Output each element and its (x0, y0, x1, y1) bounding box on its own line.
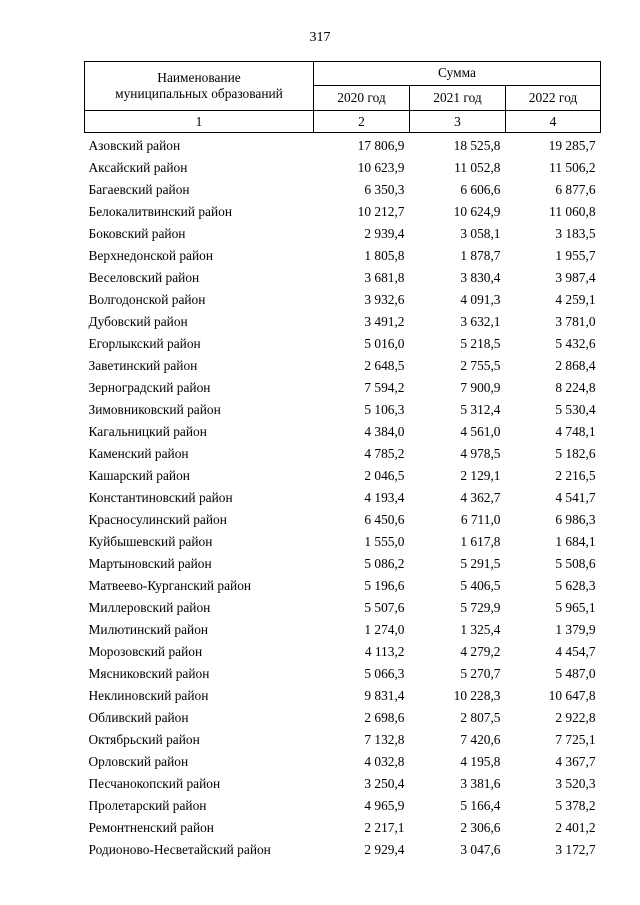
table-row (85, 245, 601, 267)
table-row (85, 465, 601, 487)
value-2022-cell: 11 060,8 (549, 204, 596, 219)
district-name-cell: Морозовский район (88, 644, 203, 659)
value-2021-cell: 3 058,1 (460, 226, 501, 241)
district-name-cell: Кашарский район (88, 468, 190, 483)
value-2020-cell: 10 212,7 (357, 204, 405, 219)
value-2020-cell: 6 350,3 (364, 182, 405, 197)
value-2020-cell: 2 648,5 (364, 358, 405, 373)
value-2021-cell: 10 624,9 (453, 204, 501, 219)
district-name-cell: Пролетарский район (88, 798, 207, 813)
value-2022-cell: 5 378,2 (555, 798, 596, 813)
table-row (85, 289, 601, 311)
value-2021-cell: 4 091,3 (460, 292, 501, 307)
district-name-cell: Дубовский район (88, 314, 188, 329)
value-2022-cell: 5 487,0 (555, 666, 596, 681)
column-header-name-line2: муниципальных образований (115, 86, 283, 101)
value-2020-cell: 1 805,8 (364, 248, 405, 263)
value-2022-cell: 19 285,7 (548, 138, 596, 153)
value-2021-cell: 4 561,0 (460, 424, 501, 439)
column-number-3: 3 (410, 111, 506, 133)
value-2022-cell: 4 541,7 (555, 490, 596, 505)
district-name-cell: Песчанокопский район (88, 776, 221, 791)
table-row (85, 421, 601, 443)
value-2021-cell: 3 047,6 (460, 842, 501, 857)
value-2020-cell: 5 196,6 (364, 578, 405, 593)
value-2022-cell: 4 748,1 (555, 424, 596, 439)
district-name-cell: Обливский район (88, 710, 189, 725)
table-row (85, 443, 601, 465)
value-2020-cell: 4 193,4 (364, 490, 405, 505)
district-name-cell: Заветинский район (88, 358, 198, 373)
value-2022-cell: 4 259,1 (555, 292, 596, 307)
value-2022-cell: 6 986,3 (555, 512, 596, 527)
district-name-cell: Куйбышевский район (88, 534, 213, 549)
column-number-1: 1 (85, 111, 314, 133)
value-2020-cell: 7 594,2 (364, 380, 405, 395)
value-2021-cell: 5 729,9 (460, 600, 501, 615)
table-row (85, 355, 601, 377)
column-header-name (85, 62, 314, 111)
district-name-cell: Мясниковский район (88, 666, 210, 681)
district-name-cell: Егорлыкский район (88, 336, 201, 351)
value-2022-cell: 5 965,1 (555, 600, 596, 615)
table-row (85, 575, 601, 597)
value-2022-cell: 5 432,6 (555, 336, 596, 351)
value-2021-cell: 4 195,8 (460, 754, 501, 769)
district-name-cell: Верхнедонской район (88, 248, 214, 263)
district-name-cell: Константиновский район (88, 490, 233, 505)
value-2020-cell: 9 831,4 (364, 688, 405, 703)
district-name-cell: Белокалитвинский район (88, 204, 233, 219)
value-2021-cell: 18 525,8 (453, 138, 501, 153)
table-row (85, 641, 601, 663)
district-name-cell: Милютинский район (88, 622, 209, 637)
column-header-year-2020: 2020 год (314, 85, 410, 110)
district-name-cell: Багаевский район (88, 182, 190, 197)
value-2022-cell: 5 628,3 (555, 578, 596, 593)
value-2020-cell: 10 623,9 (357, 160, 405, 175)
value-2022-cell: 2 401,2 (555, 820, 596, 835)
value-2022-cell: 3 987,4 (555, 270, 596, 285)
value-2020-cell: 4 032,8 (364, 754, 405, 769)
table-row (85, 773, 601, 795)
column-number-4: 4 (506, 111, 601, 133)
district-name-cell: Каменский район (88, 446, 189, 461)
district-name-cell: Зимовниковский район (88, 402, 221, 417)
value-2020-cell: 2 698,6 (364, 710, 405, 725)
value-2022-cell: 10 647,8 (548, 688, 596, 703)
district-name-cell: Зерноградский район (88, 380, 211, 395)
value-2021-cell: 2 306,6 (460, 820, 501, 835)
value-2022-cell: 1 955,7 (555, 248, 596, 263)
value-2022-cell: 2 216,5 (555, 468, 596, 483)
value-2021-cell: 2 755,5 (460, 358, 501, 373)
value-2022-cell: 2 868,4 (555, 358, 596, 373)
value-2022-cell: 6 877,6 (555, 182, 596, 197)
value-2022-cell: 3 172,7 (555, 842, 596, 857)
district-name-cell: Красносулинский район (88, 512, 227, 527)
table-row (85, 201, 601, 223)
table-row (85, 597, 601, 619)
value-2020-cell: 5 066,3 (364, 666, 405, 681)
value-2022-cell: 2 922,8 (555, 710, 596, 725)
value-2020-cell: 3 491,2 (364, 314, 405, 329)
column-header-year-2022: 2022 год (506, 85, 601, 110)
value-2022-cell: 7 725,1 (555, 732, 596, 747)
value-2021-cell: 3 830,4 (460, 270, 501, 285)
value-2022-cell: 11 506,2 (549, 160, 596, 175)
district-name-cell: Октябрьский район (88, 732, 200, 747)
value-2020-cell: 4 785,2 (364, 446, 405, 461)
value-2020-cell: 1 274,0 (364, 622, 405, 637)
table-row (85, 133, 601, 158)
value-2020-cell: 6 450,6 (364, 512, 405, 527)
table-header (85, 62, 601, 133)
column-header-sum: Сумма (314, 62, 601, 86)
table-row (85, 333, 601, 355)
value-2020-cell: 7 132,8 (364, 732, 405, 747)
value-2021-cell: 5 312,4 (460, 402, 501, 417)
value-2021-cell: 2 807,5 (460, 710, 501, 725)
value-2021-cell: 11 052,8 (454, 160, 501, 175)
district-name-cell: Миллеровский район (88, 600, 211, 615)
value-2020-cell: 4 113,2 (364, 644, 405, 659)
column-header-year-2021: 2021 год (410, 85, 506, 110)
value-2020-cell: 1 555,0 (364, 534, 405, 549)
table-row (85, 707, 601, 729)
district-name-cell: Ремонтненский район (88, 820, 214, 835)
value-2020-cell: 3 681,8 (364, 270, 405, 285)
value-2021-cell: 4 978,5 (460, 446, 501, 461)
district-name-cell: Азовский район (88, 138, 181, 153)
value-2021-cell: 4 279,2 (460, 644, 501, 659)
table-row (85, 157, 601, 179)
value-2022-cell: 1 379,9 (555, 622, 596, 637)
table-body (85, 133, 601, 862)
value-2020-cell: 4 965,9 (364, 798, 405, 813)
value-2022-cell: 8 224,8 (555, 380, 596, 395)
value-2021-cell: 6 606,6 (460, 182, 501, 197)
district-name-cell: Орловский район (88, 754, 189, 769)
value-2022-cell: 5 530,4 (555, 402, 596, 417)
value-2022-cell: 5 182,6 (555, 446, 596, 461)
value-2020-cell: 3 932,6 (364, 292, 405, 307)
value-2022-cell: 3 183,5 (555, 226, 596, 241)
district-name-cell: Мартыновский район (88, 556, 212, 571)
table-row (85, 729, 601, 751)
table-row (85, 817, 601, 839)
value-2020-cell: 5 086,2 (364, 556, 405, 571)
value-2021-cell: 1 878,7 (460, 248, 501, 263)
value-2022-cell: 3 520,3 (555, 776, 596, 791)
budget-table (84, 61, 601, 861)
table-row (85, 553, 601, 575)
value-2021-cell: 3 632,1 (460, 314, 501, 329)
table-row (85, 795, 601, 817)
value-2020-cell: 2 046,5 (364, 468, 405, 483)
district-name-cell: Боковский район (88, 226, 186, 241)
value-2022-cell: 5 508,6 (555, 556, 596, 571)
value-2021-cell: 5 406,5 (460, 578, 501, 593)
table-row (85, 685, 601, 707)
value-2021-cell: 1 617,8 (460, 534, 501, 549)
value-2021-cell: 4 362,7 (460, 490, 501, 505)
value-2021-cell: 5 166,4 (460, 798, 501, 813)
district-name-cell: Матвеево-Курганский район (88, 578, 252, 593)
value-2021-cell: 5 270,7 (460, 666, 501, 681)
value-2022-cell: 1 684,1 (555, 534, 596, 549)
value-2020-cell: 2 217,1 (364, 820, 405, 835)
value-2021-cell: 10 228,3 (453, 688, 501, 703)
district-name-cell: Неклиновский район (88, 688, 209, 703)
district-name-cell: Родионово-Несветайский район (88, 842, 271, 857)
value-2020-cell: 17 806,9 (357, 138, 405, 153)
table-row (85, 179, 601, 201)
table-row (85, 311, 601, 333)
district-name-cell: Кагальницкий район (88, 424, 207, 439)
value-2021-cell: 2 129,1 (460, 468, 501, 483)
value-2021-cell: 1 325,4 (460, 622, 501, 637)
value-2022-cell: 4 367,7 (555, 754, 596, 769)
value-2020-cell: 5 016,0 (364, 336, 405, 351)
table-row (85, 839, 601, 861)
table-row (85, 509, 601, 531)
value-2021-cell: 7 420,6 (460, 732, 501, 747)
value-2021-cell: 6 711,0 (460, 512, 501, 527)
value-2021-cell: 5 218,5 (460, 336, 501, 351)
value-2020-cell: 5 106,3 (364, 402, 405, 417)
district-name-cell: Аксайский район (88, 160, 188, 175)
value-2020-cell: 4 384,0 (364, 424, 405, 439)
value-2020-cell: 5 507,6 (364, 600, 405, 615)
page-number: 317 (309, 30, 331, 45)
table-row (85, 377, 601, 399)
table-row (85, 267, 601, 289)
value-2020-cell: 2 929,4 (364, 842, 405, 857)
table-row (85, 619, 601, 641)
table-row (85, 223, 601, 245)
district-name-cell: Веселовский район (88, 270, 200, 285)
value-2022-cell: 4 454,7 (555, 644, 596, 659)
table-row (85, 531, 601, 553)
column-number-2: 2 (314, 111, 410, 133)
value-2022-cell: 3 781,0 (555, 314, 596, 329)
column-header-name-line1: Наименование (157, 70, 241, 85)
district-name-cell: Волгодонской район (88, 292, 206, 307)
table-row (85, 399, 601, 421)
table-row (85, 751, 601, 773)
table-row (85, 487, 601, 509)
value-2021-cell: 3 381,6 (460, 776, 501, 791)
value-2020-cell: 3 250,4 (364, 776, 405, 791)
value-2020-cell: 2 939,4 (364, 226, 405, 241)
value-2021-cell: 5 291,5 (460, 556, 501, 571)
value-2021-cell: 7 900,9 (460, 380, 501, 395)
table-row (85, 663, 601, 685)
